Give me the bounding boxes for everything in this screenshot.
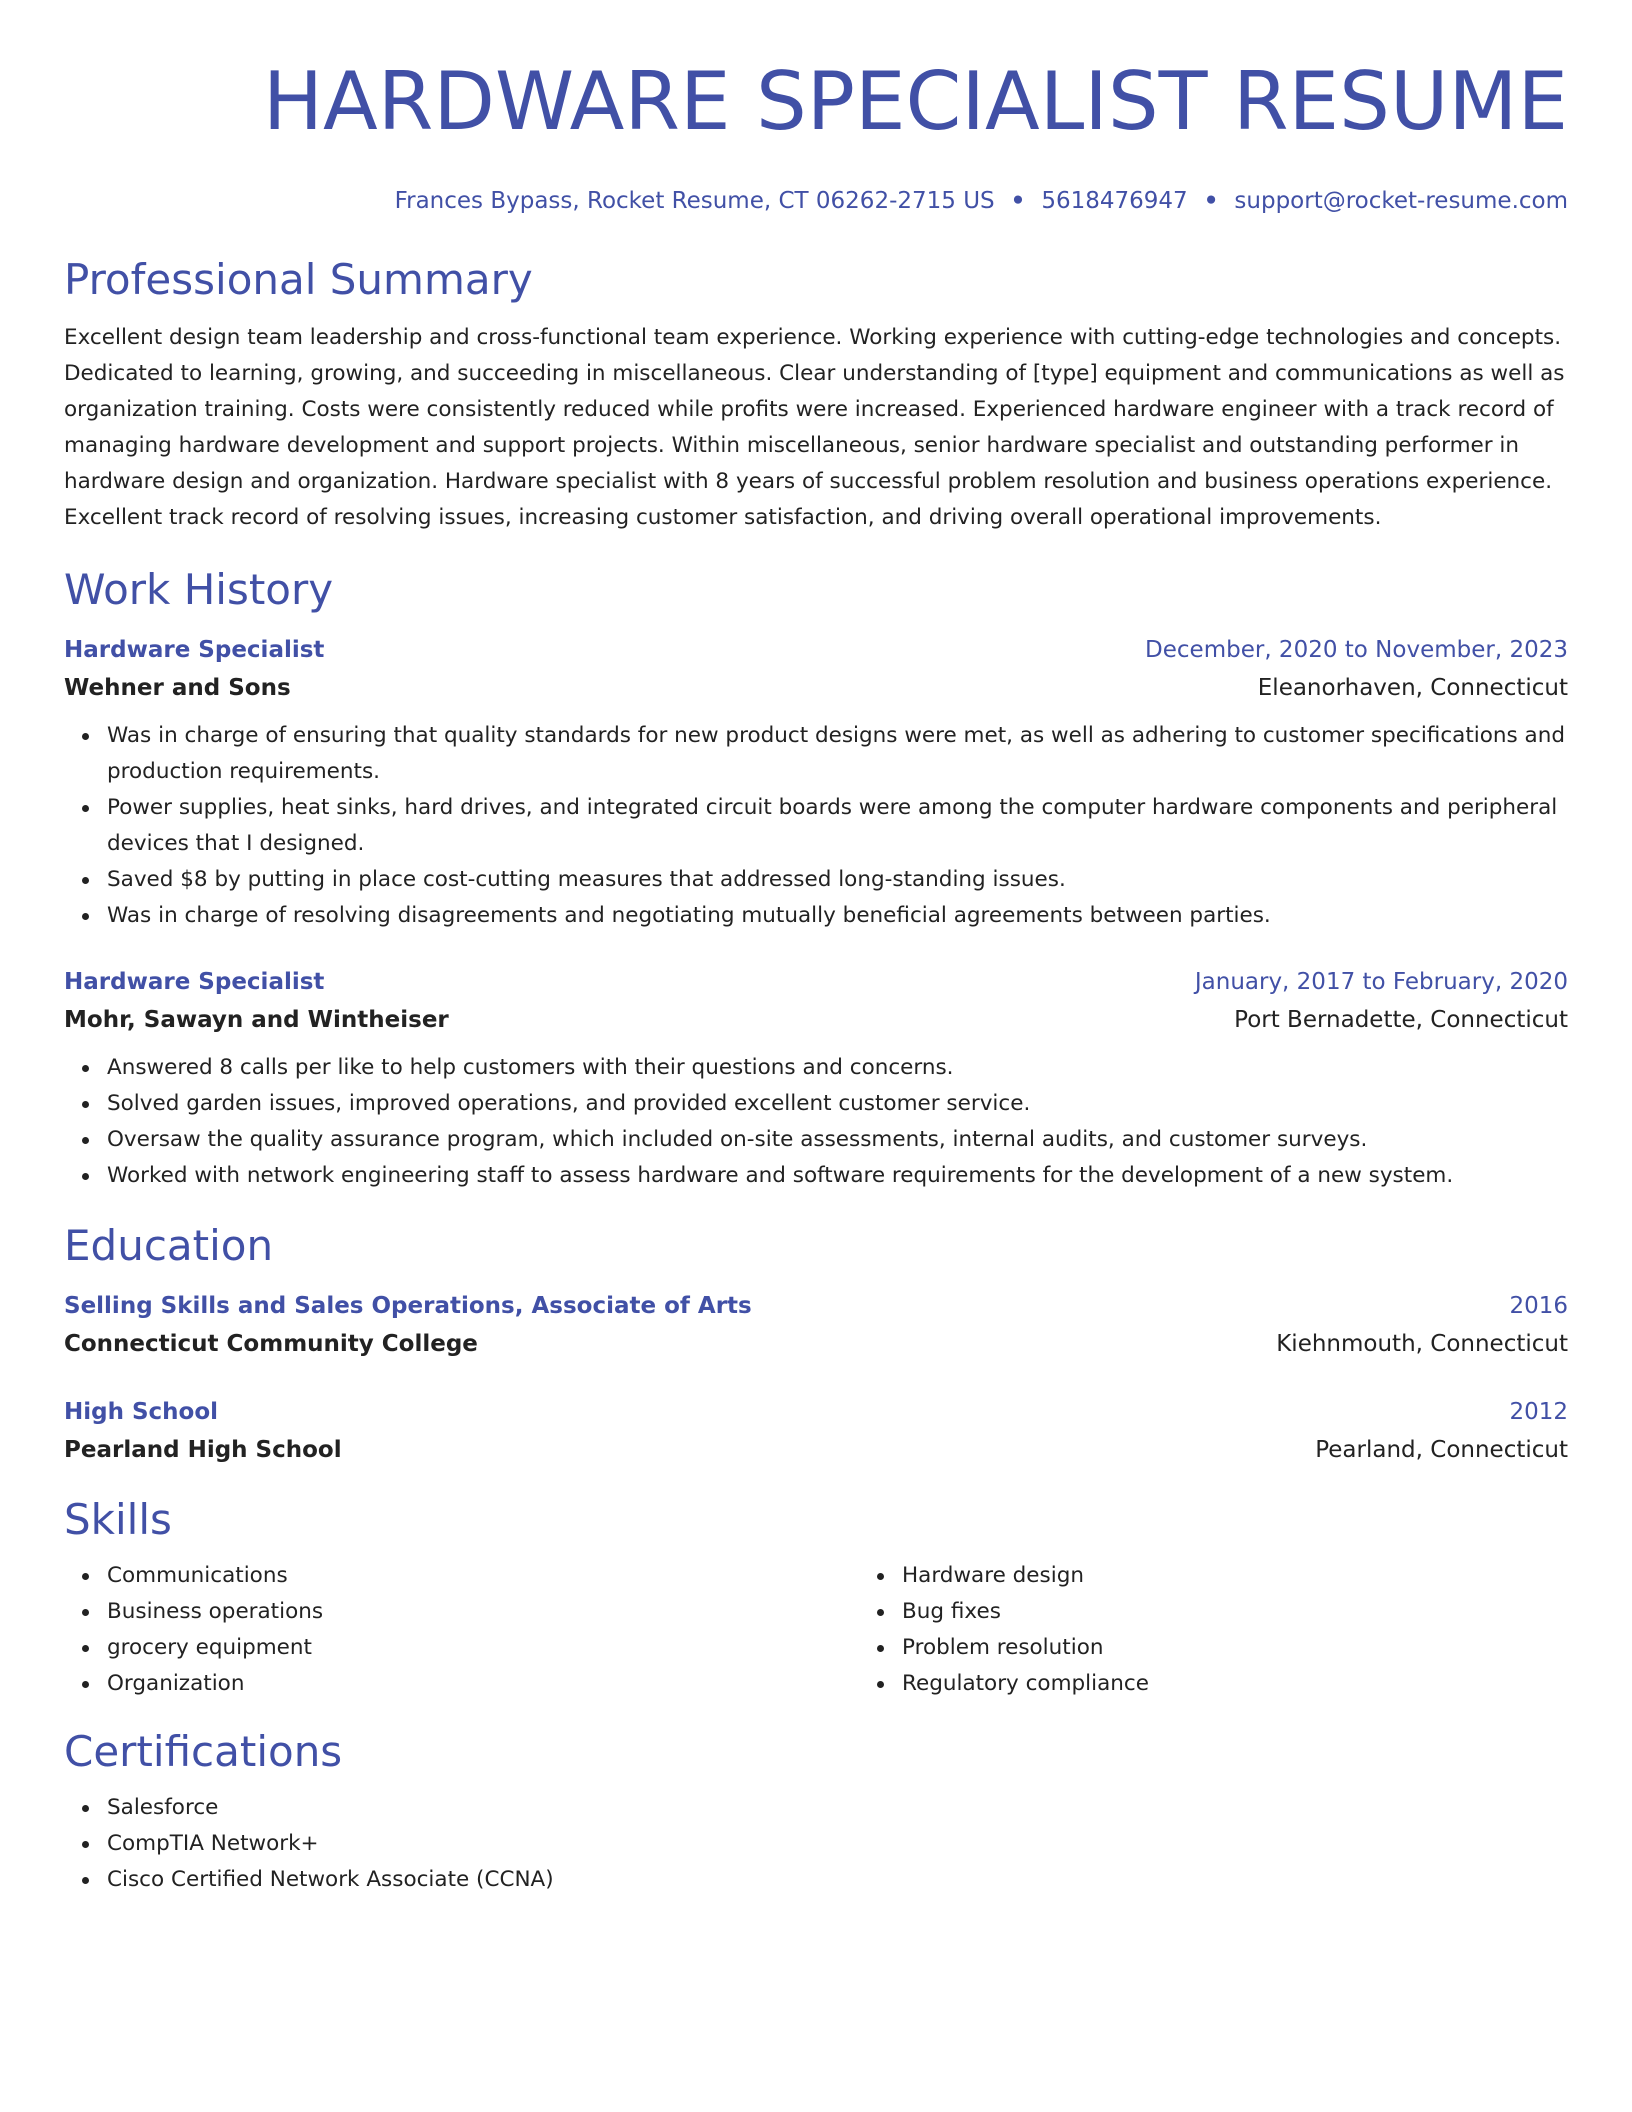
job-header-row	[64, 964, 1568, 1000]
contact-line	[64, 186, 1568, 216]
education-section	[64, 1218, 1568, 1470]
education-org-row	[64, 1324, 1568, 1364]
list-item: Bug fixes	[902, 1594, 1632, 1630]
job-location: Eleanorhaven, Connecticut	[1257, 675, 1568, 701]
education-location: Pearland, Connecticut	[1315, 1437, 1568, 1463]
list-item: Oversaw the quality assurance program, which included on-site assessments, internal audits, and customer surveys.	[107, 1122, 1568, 1158]
list-item: Was in charge of resolving disagreements and negotiating mutually beneficial agreements between parties.	[107, 898, 1568, 934]
skills-grid	[64, 1548, 1568, 1702]
education-degree: High School	[64, 1399, 219, 1425]
job-title: Hardware Specialist	[64, 969, 325, 995]
list-item: Solved garden issues, improved operations, and provided excellent customer service.	[107, 1086, 1568, 1122]
resume-title: HARDWARE SPECIALIST RESUME	[262, 55, 1568, 148]
list-item: Answered 8 calls per like to help customers with their questions and concerns.	[107, 1050, 1568, 1086]
education-header-row	[64, 1394, 1568, 1430]
education-location: Kiehnmouth, Connecticut	[1276, 1331, 1568, 1357]
list-item: Communications	[107, 1558, 859, 1594]
education-org-row	[64, 1430, 1568, 1470]
list-item: CompTIA Network+	[107, 1826, 1568, 1862]
education-header-row	[64, 1288, 1568, 1324]
education-entry	[64, 1288, 1568, 1364]
education-school: Pearland High School	[64, 1437, 342, 1463]
contact-phone: 5618476947	[1041, 188, 1188, 214]
skills-list-left	[64, 1558, 859, 1702]
section-heading-work: Work History	[64, 565, 334, 614]
contact-separator: •	[1010, 188, 1026, 214]
section-heading-summary: Professional Summary	[64, 255, 533, 304]
work-section	[64, 562, 1568, 1194]
skills-section	[64, 1492, 1568, 1702]
education-entry	[64, 1394, 1568, 1470]
job-entry	[64, 632, 1568, 934]
education-school: Connecticut Community College	[64, 1331, 478, 1357]
list-item: Business operations	[107, 1594, 859, 1630]
list-item: Saved $8 by putting in place cost-cutting measures that addressed long-standing issues.	[107, 862, 1568, 898]
certifications-section	[64, 1724, 1568, 1898]
summary-text: Excellent design team leadership and cross-functional team experience. Working experience with cutting-edge technologies and concepts. Dedicated to learning, growing, and succeeding in miscellaneous. Clear understanding of [type] equipment and communications as well as organization training. Costs were consistently reduced while profits were increased. Experienced hardware engineer with a track record of managing hardware development and support projects. Within miscellaneous, senior hardware specialist and outstanding performer in hardware design and organization. Hardware specialist with 8 years of successful problem resolution and business operations experience. Excellent track record of resolving issues, increasing customer satisfaction, and driving overall operational improvements.	[64, 325, 1565, 530]
list-item: grocery equipment	[107, 1630, 859, 1666]
job-title: Hardware Specialist	[64, 637, 325, 663]
list-item: Regulatory compliance	[902, 1666, 1632, 1702]
contact-separator: •	[1203, 188, 1219, 214]
list-item: Problem resolution	[902, 1630, 1632, 1666]
summary-section	[64, 252, 1568, 536]
list-item: Salesforce	[107, 1790, 1568, 1826]
job-company: Mohr, Sawayn and Wintheiser	[64, 1007, 449, 1033]
section-heading-education: Education	[64, 1221, 274, 1270]
list-item: Hardware design	[902, 1558, 1632, 1594]
list-item: Organization	[107, 1666, 859, 1702]
job-bullets	[64, 718, 1568, 934]
job-company: Wehner and Sons	[64, 675, 291, 701]
section-heading-skills: Skills	[64, 1495, 172, 1544]
list-item: Worked with network engineering staff to assess hardware and software requirements for the development of a new system.	[107, 1158, 1568, 1194]
list-item: Power supplies, heat sinks, hard drives, and integrated circuit boards were among the computer hardware components and peripheral devices that I designed.	[107, 790, 1568, 862]
contact-address: Frances Bypass, Rocket Resume, CT 06262-2715 US	[394, 188, 995, 214]
job-dates: January, 2017 to February, 2020	[1194, 969, 1568, 995]
education-year: 2016	[1509, 1293, 1568, 1319]
job-org-row	[64, 668, 1568, 708]
skills-list-right	[859, 1558, 1632, 1702]
job-location: Port Bernadette, Connecticut	[1234, 1007, 1568, 1033]
job-entry	[64, 964, 1568, 1194]
list-item: Cisco Certified Network Associate (CCNA)	[107, 1862, 1568, 1898]
job-header-row	[64, 632, 1568, 668]
section-heading-certifications: Certifications	[64, 1727, 343, 1776]
job-org-row	[64, 1000, 1568, 1040]
contact-email: support@rocket-resume.com	[1234, 188, 1568, 214]
certifications-list	[64, 1790, 1568, 1898]
job-dates: December, 2020 to November, 2023	[1145, 637, 1568, 663]
education-year: 2012	[1509, 1399, 1568, 1425]
education-degree: Selling Skills and Sales Operations, Associate of Arts	[64, 1293, 752, 1319]
job-bullets	[64, 1050, 1568, 1194]
list-item: Was in charge of ensuring that quality standards for new product designs were met, as well as adhering to customer specifications and production requirements.	[107, 718, 1568, 790]
